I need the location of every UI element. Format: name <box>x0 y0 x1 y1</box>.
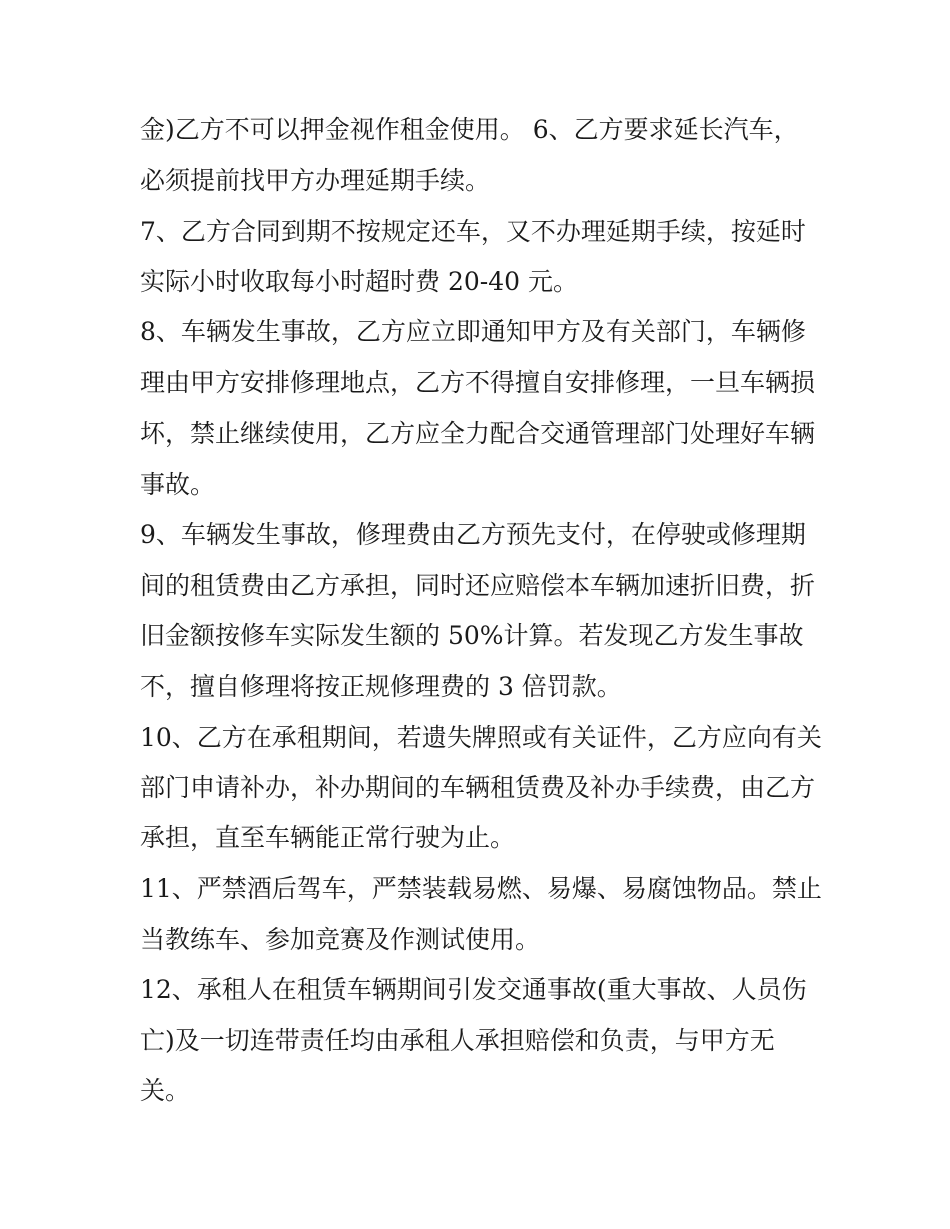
text-line: 部门申请补办，补办期间的车辆租赁费及补办手续费，由乙方 <box>140 773 816 802</box>
text-line: 9、车辆发生事故，修理费由乙方预先支付，在停驶或修理期 <box>140 520 806 549</box>
text-line: 间的租赁费由乙方承担，同时还应赔偿本车辆加速折旧费，折 <box>140 571 816 600</box>
text-line: 旧金额按修车实际发生额的 50%计算。若发现乙方发生事故 <box>140 621 804 650</box>
text-line: 10、乙方在承租期间，若遗失牌照或有关证件，乙方应向有关 <box>140 723 822 752</box>
text-line: 7、乙方合同到期不按规定还车，又不办理延期手续，按延时 <box>140 217 806 246</box>
text-line: 理由甲方安排修理地点，乙方不得擅自安排修理，一旦车辆损 <box>140 368 816 397</box>
text-line: 承担，直至车辆能正常行驶为止。 <box>140 823 516 852</box>
text-line: 亡)及一切连带责任均由承租人承担赔偿和负责，与甲方无 <box>140 1026 775 1055</box>
text-line: 不，擅自修理将按正规修理费的 3 倍罚款。 <box>140 672 622 701</box>
text-line: 必须提前找甲方办理延期手续。 <box>140 166 491 195</box>
text-line: 8、车辆发生事故，乙方应立即通知甲方及有关部门，车辆修 <box>140 317 806 346</box>
text-line: 坏，禁止继续使用，乙方应全力配合交通管理部门处理好车辆 <box>140 419 816 448</box>
text-line: 11、严禁酒后驾车，严禁装载易燃、易爆、易腐蚀物品。禁止 <box>140 874 822 903</box>
text-line: 金)乙方不可以押金视作租金使用。 6、乙方要求延长汽车， <box>140 115 799 144</box>
text-line: 事故。 <box>140 470 216 499</box>
text-line: 12、承租人在租赁车辆期间引发交通事故(重大事故、人员伤 <box>140 975 807 1004</box>
text-line: 实际小时收取每小时超时费 20-40 元。 <box>140 267 578 296</box>
text-line: 当教练车、参加竞赛及作测试使用。 <box>140 925 541 954</box>
text-line: 关。 <box>140 1076 191 1105</box>
